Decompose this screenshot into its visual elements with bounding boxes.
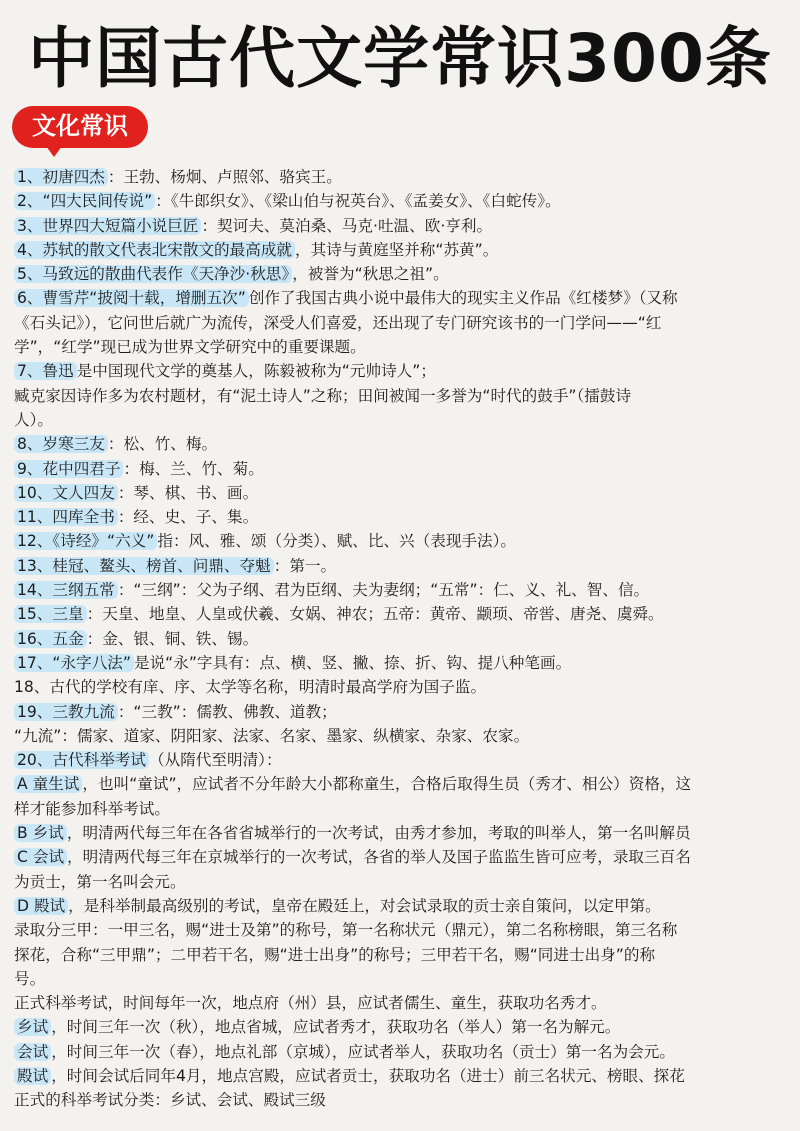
highlighted-term: 4、苏轼的散文代表北宋散文的最高成就 [14,241,295,259]
line-text: 指：风、雅、颂（分类）、赋、比、兴（表现手法）。 [157,532,517,551]
highlighted-term: 5、马致远的散曲代表作《天净沙·秋思》 [14,265,292,283]
line-text: ：松、竹、梅。 [107,435,218,454]
highlighted-term: 6、曹雪芹“披阅十载，增删五次” [14,289,249,307]
highlighted-term: 9、花中四君子 [14,460,123,478]
line-text: ：金、银、铜、铁、锡。 [86,629,259,648]
highlighted-term: 2、“四大民间传说” [14,192,155,210]
line-text: ：梅、兰、竹、菊。 [123,459,264,478]
highlighted-term: 14、三纲五常 [14,581,118,599]
line-text: 《石头记》），它问世后就广为流传，深受人们喜爱，还出现了专门研究该书的一门学问——“红 [14,313,662,332]
text-line [14,359,790,383]
line-text: ：王勃、杨炯、卢照邻、骆宾王。 [107,168,342,186]
highlighted-term: 11、四库全书 [14,508,118,526]
text-line [14,651,790,675]
line-text: 学”，“红学”现已成为世界文学研究中的重要课题。 [14,338,366,357]
line-text: 正式科举考试，时间每年一次，地点府（州）县，应试者儒生、童生，获取功名秀才。 [14,994,607,1013]
text-line [14,408,790,432]
text-line [14,384,790,408]
line-text: ：《牛郎织女》、《梁山伯与祝英台》、《孟姜女》、《白蛇传》。 [155,192,561,211]
line-text: 正式的科举考试分类：乡试、会试、殿试三级 [14,1091,326,1110]
text-line [14,529,790,553]
highlighted-term: 12、《诗经》“六义” [14,532,157,550]
text-line [14,845,790,869]
text-line [14,991,790,1015]
text-line [14,554,790,578]
text-line [14,481,790,505]
text-line [14,311,790,335]
line-text: ：天皇、地皇、人皇或伏羲、女娲、神农；五帝：黄帝、颛顼、帝喾、唐尧、虞舜。 [86,605,664,624]
line-text: ：“三教”：儒教、佛教、道教； [117,702,337,721]
highlighted-term: 13、桂冠、鳌头、榜首、问鼎、夺魁 [14,557,274,575]
line-text: ，是科举制最高级别的考试，皇帝在殿廷上，对会试录取的贡士亲自策问，以定甲第。 [68,896,661,915]
text-line [14,1015,790,1039]
text-line [14,797,790,821]
line-text: （从隋代至明清）： [149,751,282,770]
text-line [14,214,790,238]
line-text: “九流”：儒家、道家、阴阳家、法家、名家、墨家、纵横家、杂家、农家。 [14,726,530,745]
text-line [14,967,790,991]
text-line [14,1040,790,1064]
text-line [14,602,790,626]
highlighted-term: B 乡试 [14,824,67,842]
text-line [14,943,790,967]
highlighted-term: 1、初唐四杰 [14,168,108,186]
text-line [14,821,790,845]
text-line [14,1064,790,1088]
line-text: 是说“永”字具有：点、横、竖、撇、捺、折、钩、提八种笔画。 [133,653,572,672]
highlighted-term: 乡试 [14,1018,51,1036]
line-text: 创作了我国古典小说中最伟大的现实主义作品《红楼梦》（又称 [248,289,678,308]
text-line [14,578,790,602]
highlighted-term: 19、三教九流 [14,703,118,721]
text-line [14,700,790,724]
text-line [14,918,790,942]
line-text: ，被誉为“秋思之祖”。 [292,265,449,284]
line-text: 18、古代的学校有庠、序、太学等名称，明清时最高学府为国子监。 [14,678,487,697]
text-line [14,870,790,894]
highlighted-term: 20、古代科举考试 [14,751,149,769]
article-body [14,165,790,1113]
line-text: ：契诃夫、莫泊桑、马克·吐温、欧·亨利。 [201,216,493,235]
line-text: 为贡士，第一名叫会元。 [14,872,186,891]
line-text: 样才能参加科举考试。 [14,799,170,818]
highlighted-term: C 会试 [14,848,67,866]
line-text: 人）。 [14,410,53,429]
highlighted-term: 17、“永字八法” [14,654,134,672]
line-text: ：经、史、子、集。 [117,508,259,527]
highlighted-term: 8、岁寒三友 [14,435,108,453]
line-text: 录取分三甲：一甲三名，赐“进士及第”的称号，第一名称状元（鼎元），第二名称榜眼，第三名称 [14,921,678,940]
text-line [14,457,790,481]
highlighted-term: 3、世界四大短篇小说巨匠 [14,217,201,235]
line-text: ，时间会试后同年4月，地点宫殿，应试者贡士，获取功名（进士）前三名状元、榜眼、探花 [51,1066,685,1085]
highlighted-term: 16、五金 [14,630,87,648]
line-text: 臧克家因诗作多为农村题材，有“泥土诗人”之称；田间被闻一多誉为“时代的鼓手”（擂鼓诗 [14,386,632,405]
highlighted-term: 会试 [14,1043,51,1061]
line-text: ，也叫“童试”，应试者不分年龄大小都称童生，合格后取得生员（秀才、相公）资格，这 [82,775,692,794]
line-text: ，时间三年一次（春），地点礼部（京城），应试者举人，获取功名（贡士）第一名为会元。 [51,1042,675,1061]
text-line [14,432,790,456]
text-line [14,724,790,748]
text-line [14,286,790,310]
line-text: 探花，合称“三甲鼎”；二甲若干名，赐“进士出身”的称号；三甲若干名，赐“同进士出身”的称 [14,945,656,964]
highlighted-term: 7、鲁迅 [14,362,77,380]
text-line [14,335,790,359]
text-line [14,772,790,796]
line-text: ：第一。 [273,556,337,575]
text-line [14,1088,790,1112]
text-line [14,238,790,262]
line-text: ，明清两代每三年在各省省城举行的一次考试，由秀才参加，考取的叫举人，第一名叫解员 [66,824,691,843]
line-text: ，明清两代每三年在京城举行的一次考试，各省的举人及国子监监生皆可应考，录取三百名 [67,848,691,867]
line-text: ：“三纲”：父为子纲、君为臣纲、夫为妻纲；“五常”：仁、义、礼、智、信。 [117,581,650,600]
section-badge: 文化常识 [12,106,148,148]
highlighted-term: 殿试 [14,1067,51,1085]
text-line [14,675,790,699]
highlighted-term: 10、文人四友 [14,484,118,502]
text-line [14,189,790,213]
line-text: ：琴、棋、书、画。 [117,483,259,502]
text-line [14,165,790,189]
text-line [14,627,790,651]
page-title: 中国古代文学常识300条 [28,20,772,97]
highlighted-term: 15、三皇 [14,605,87,623]
line-text: 是中国现代文学的奠基人，陈毅被称为“元帅诗人”； [76,362,436,381]
line-text: ，其诗与黄庭坚并称“苏黄”。 [295,240,499,259]
highlighted-term: D 殿试 [14,897,68,915]
line-text: 号。 [14,969,46,988]
text-line [14,505,790,529]
highlighted-term: A 童生试 [14,775,82,793]
line-text: ，时间三年一次（秋），地点省城，应试者秀才，获取功名（举人）第一名为解元。 [51,1018,621,1037]
text-line [14,894,790,918]
text-line [14,262,790,286]
text-line [14,748,790,772]
